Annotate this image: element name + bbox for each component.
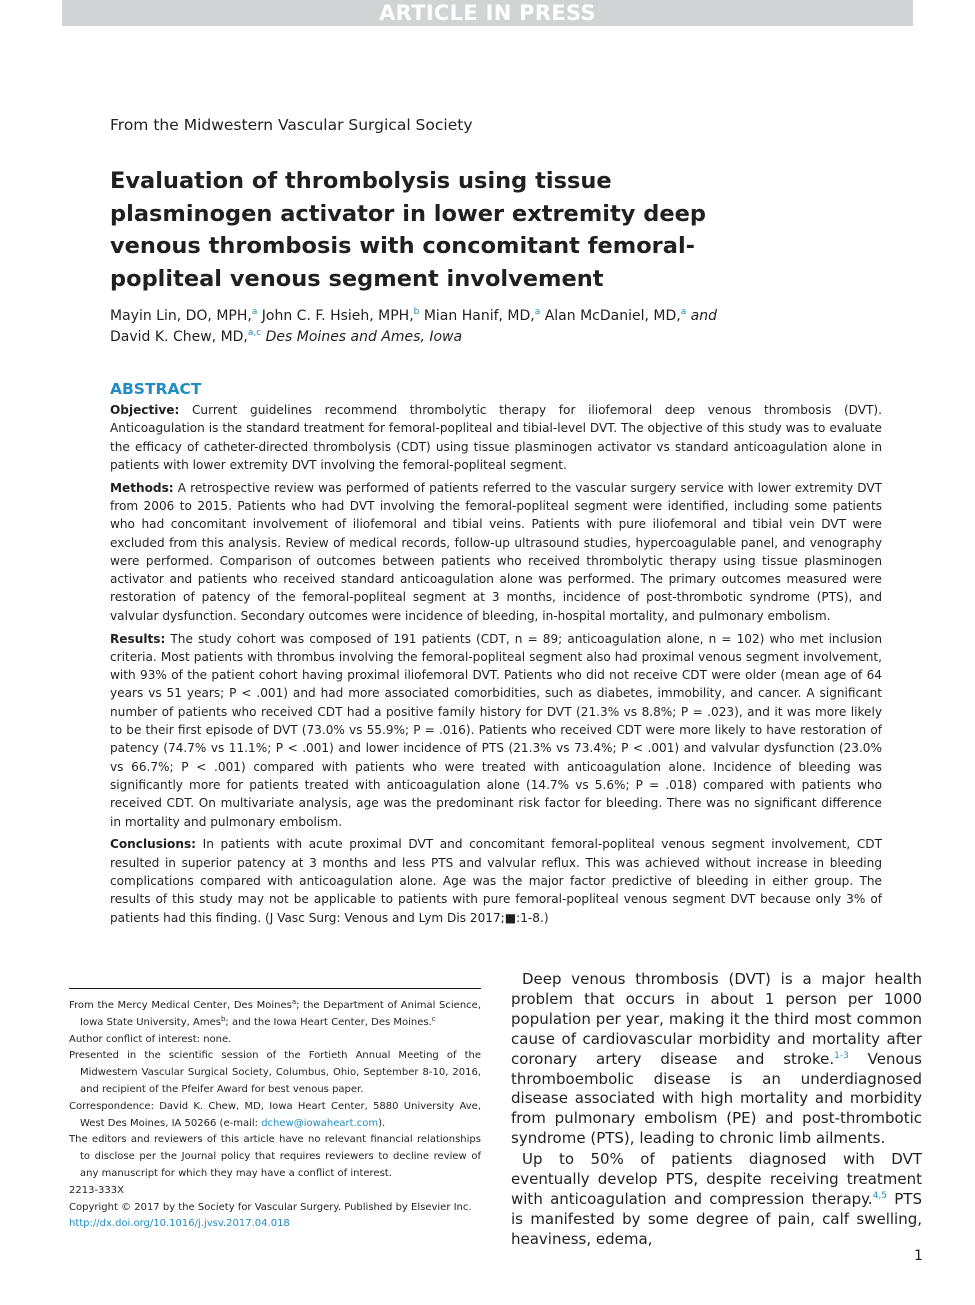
footnote-correspondence [69,1099,481,1133]
footnote-presented: Presented in the scientific session of the Fortieth Annual Meeting of the Midwestern Vascular Surgical Society, Columbus, Ohio, September 8-10, 2016, and recipient of the Pfeifer Award for best venous paper. [69,1050,481,1095]
author-name: Mayin Lin, DO, MPH, [110,308,252,324]
affiliation-marker[interactable]: a,c [247,328,262,338]
citation-link[interactable]: 4,5 [872,1190,887,1201]
affiliation-marker[interactable]: a [251,307,258,317]
abstract-body [110,401,882,931]
page-number: 1 [914,1248,923,1264]
abstract-objective [110,401,882,474]
correspondence-text: Correspondence: David K. Chew, MD, Iowa Heart Center, 5880 University Ave, West Des Moines, IA 50266 (e-mail: [69,1100,481,1129]
body-paragraph [511,1150,922,1250]
doi-link[interactable]: http://dx.doi.org/10.1016/j.jvsv.2017.04.018 [69,1218,290,1230]
author-name: Mian Hanif, MD, [419,308,535,324]
affiliation-marker[interactable]: a [680,307,687,317]
footnote-editors: The editors and reviewers of this article have no relevant financial relationships to disclose per the Journal policy that requires reviewers to decline review of any manuscript for which they may have a conflict of interest. [69,1134,481,1179]
paragraph-text: Up to 50% of patients diagnosed with DVT eventually develop PTS, despite receiving treatment with anticoagulation and compression therapy. [511,1150,922,1208]
author-location: Des Moines and Ames, Iowa [261,329,463,345]
body-text-column [511,970,922,1251]
section-text: A retrospective review was performed of patients referred to the vascular surgery service with lower extremity DVT from 2006 to 2015. Patients who had DVT involving the femoral-popliteal segment were identified, including some patients who had concomitant involvement of iliofemoral and tibial veins. Patients with pure iliofemoral and tibial vein DVT were excluded from this analysis. Review of medical records, follow-up ultrasound studies, hypercoagulable panel, and venography were performed. Comparison of outcomes between patients who received thrombolytic therapy using tissue plasminogen activator and patients who received standard anticoagulation alone was performed. The primary outcomes measured were restoration of patency of the femoral-popliteal segment at 3 months, incidence of post-thrombotic syndrome (PTS), and valvular dysfunction. Secondary outcomes were incidence of bleeding, in-hospital mortality, and pulmonary embolism. [110,480,882,623]
footnote-divider [69,988,481,989]
paragraph-text: Venous thromboembolic disease is an underdiagnosed disease associated with high mortality and morbidity from pulmonary embolism (PE) and post-thrombotic syndrome (PTS), leading to chronic limb ailments. [511,1049,922,1148]
affiliation-text: ; and the Iowa Heart Center, Des Moines. [225,1016,432,1028]
affiliation-text: From the Mercy Medical Center, Des Moines [69,1000,292,1011]
affiliation-marker[interactable]: b [413,307,420,317]
footnotes [69,998,481,1233]
section-label: Results: [110,631,166,646]
abstract-heading: ABSTRACT [110,380,202,398]
citation-link[interactable]: 1-3 [834,1050,849,1061]
section-text: In patients with acute proximal DVT and concomitant femoral-popliteal venous segment involvement, CDT resulted in superior patency at 3 months and less PTS and valvular reflux. This was achieved without increase in bleeding complications compared with anticoagulation alone. Age was the major factor predictive of bleeding in either group. The results of this study may not be applicable to patients with pure femoral-popliteal venous segment DVT because only 3% of patients had this finding. (J Vasc Surg: Venous and Lym Dis 2017;■:1-8.) [110,837,882,925]
affiliation-marker: a [291,998,297,1006]
article-title: Evaluation of thrombolysis using tissue plasminogen activator in lower extremity deep venous thrombosis with concomitant femoral-popliteal venous segment involvement [110,168,706,292]
issn: 2213-333X [69,1184,124,1196]
author-conjunction: and [686,308,717,324]
section-label: Objective: [110,403,180,417]
footnote-affiliations [69,998,481,1032]
abstract-methods [110,479,882,625]
doi-line [69,1216,481,1233]
section-label: Conclusions: [110,837,197,852]
body-paragraph [511,970,922,1149]
article-in-press-banner: ARTICLE IN PRESS [62,0,913,26]
copyright: Copyright © 2017 by the Society for Vascular Surgery. Published by Elsevier Inc. [69,1201,472,1213]
section-text: Current guidelines recommend thrombolytic therapy for iliofemoral deep venous thrombosis (DVT). Anticoagulation is the standard treatment for femoral-popliteal and tibial-level DVT. The objective of this study was to evaluate the efficacy of catheter-directed thrombolysis (CDT) using tissue plasminogen activator vs standard anticoagulation alone in patients with lower extremity DVT involving the femoral-popliteal segment. [110,403,882,472]
paragraph-text: PTS is manifested by some degree of pain, calf swelling, heaviness, edema, [511,1189,922,1248]
affiliation-marker: c [431,1014,436,1023]
affiliation-marker: b [220,1014,226,1023]
paragraph-text: Deep venous thrombosis (DVT) is a major health problem that occurs in about 1 person per 1000 population per year, making it the third most common cause of cardiovascular morbidity and mortality after coronary artery disease and stroke. [511,970,922,1068]
abstract-conclusions [110,835,882,926]
author-name: David K. Chew, MD, [110,329,248,345]
affiliation-marker[interactable]: a [534,307,541,317]
section-label: Methods: [110,480,174,495]
email-link[interactable]: dchew@iowaheart.com [261,1117,379,1129]
author-list [110,306,870,348]
footnote-conflict: Author conflict of interest: none. [69,1033,232,1045]
abstract-results [110,630,882,831]
author-name: Alan McDaniel, MD, [540,308,681,324]
affiliation-text: ; the Department of Animal Science, Iowa State University, Ames [80,1000,482,1028]
author-name: John C. F. Hsieh, MPH, [257,308,414,324]
society-header: From the Midwestern Vascular Surgical Society [110,116,473,134]
section-text: The study cohort was composed of 191 patients (CDT, n = 89; anticoagulation alone, n = 102) who met inclusion criteria. Most patients with thrombus involving the femoral-popliteal segment also had proximal venous segment involvement, with 93% of the patient cohort having proximal iliofemoral DVT. Patients who did not receive CDT were older (mean age of 64 years vs 51 years; P < .001) and had more associated comorbidities, such as diabetes, immobility, and cancer. A significant number of patients who received CDT had a positive family history for DVT (21.3% vs 8.8%; P = .023), and it was more likely to be their first episode of DVT (73.0% vs 55.9%; P = .016). Patients who received CDT were more likely to have restoration of patency (74.7% vs 11.1%; P < .001) and lower incidence of PTS (21.3% vs 73.4%; P < .001) and valvular dysfunction (23.0% vs 66.7%; P < .001) compared with patients who were treated with anticoagulation alone. Incidence of bleeding was significantly more for patients treated with anticoagulation alone (14.7% vs 5.6%; P = .018) compared with patients who received CDT. On multivariate analysis, age was the predominant risk factor for bleeding. There was no significant difference in mortality and pulmonary embolism. [110,631,882,829]
correspondence-text: ). [378,1117,386,1129]
